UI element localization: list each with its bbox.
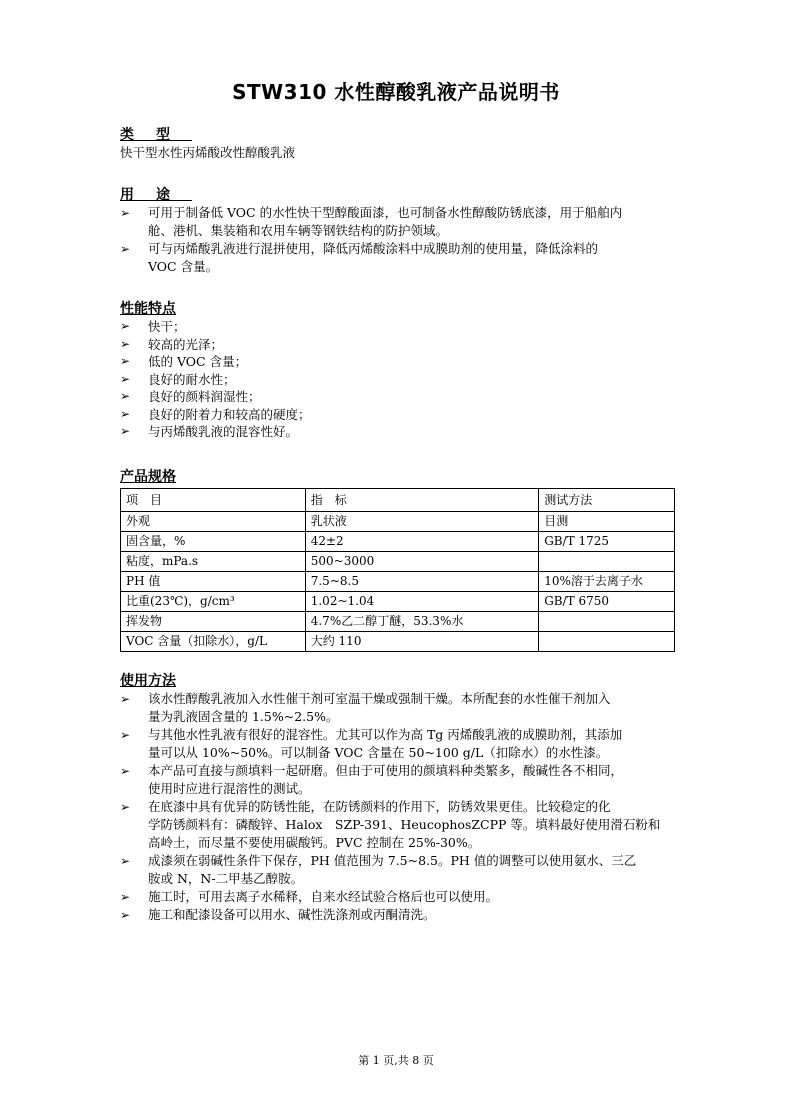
list-item-line: 可与丙烯酸乳液进行混拼使用，降低丙烯酸涂料中成膜助剂的使用量，降低涂料的 [148,241,599,256]
list-item-text: 良好的耐水性； [148,371,236,387]
list-item-line: 学防锈颜料有：磷酸锌、Halox SZP-391、HeucophosZCPP 等。填料最好使用滑石粉和 [148,817,661,832]
list-item [120,906,680,924]
arrow-bullet-icon: ➢ [120,908,131,922]
list-item-line: 高岭土，而尽量不要使用碳酸钙。PVC 控制在 25%-30%。 [148,835,481,850]
table-cell: VOC 含量（扣除水），g/L [121,632,306,652]
arrow-bullet-icon: ➢ [120,728,131,742]
arrow-bullet-icon: ➢ [120,854,131,868]
list-item [120,798,680,852]
arrow-bullet-icon: ➢ [120,764,131,778]
table-header-cell: 项 目 [121,489,306,512]
arrow-bullet-icon: ➢ [120,424,131,438]
arrow-bullet-icon: ➢ [120,336,131,351]
table-cell: 10%溶于去离子水 [539,572,675,592]
table-cell: 1.02~1.04 [305,592,538,612]
table-cell: 外观 [121,512,306,532]
list-item-line: 施工和配漆设备可以用水、碱性洗涤剂或丙酮清洗。 [148,907,436,922]
table-row [121,572,675,592]
spec-table [120,488,675,652]
table-cell: GB/T 6750 [539,592,675,612]
arrow-bullet-icon: ➢ [120,890,131,904]
list-item-line: 成漆须在弱碱性条件下保存，PH 值范围为 7.5~8.5。PH 值的调整可以使用氨水、三乙 [148,853,637,868]
list-item-text: 低的 VOC 含量； [148,354,248,369]
list-item-line: 本产品可直接与颜填料一起研磨。但由于可使用的颜填料种类繁多，酸碱性各不相同， [148,763,624,778]
table-header-row [121,489,675,512]
table-row [121,632,675,652]
table-cell: 比重(23℃)，g/cm³ [121,592,306,612]
list-item-line: 使用时应进行混溶性的测试。 [148,781,311,796]
section-heading-spec: 产品规格 [120,469,176,485]
list-item-text: 良好的附着力和较高的硬度； [148,406,311,422]
table-cell: 42±2 [305,532,538,552]
arrow-bullet-icon: ➢ [120,800,131,814]
section-type [120,126,680,162]
type-text: 快干型水性丙烯酸改性醇酸乳液 [120,145,296,160]
arrow-bullet-icon: ➢ [120,389,131,403]
section-heading-features: 性能特点 [120,301,176,317]
list-item [120,852,680,888]
features-list [120,318,680,441]
list-item-text: 良好的颜料润湿性； [148,389,261,404]
usage-list [120,204,680,276]
page-footer: 第 1 页,共 8 页 [358,1054,434,1067]
list-item-line: 施工时，可用去离子水稀释，自来水经试验合格后也可以使用。 [148,889,499,904]
section-spec [120,468,680,652]
table-cell: PH 值 [121,572,306,592]
list-item [120,204,680,240]
list-item [120,762,680,798]
list-item [120,318,680,336]
arrow-bullet-icon: ➢ [120,692,131,706]
table-cell: 目测 [539,512,675,532]
arrow-bullet-icon: ➢ [120,242,131,256]
list-item-line: 量为乳液固含量的 1.5%~2.5%。 [148,709,339,724]
table-row [121,532,675,552]
table-cell: 4.7%乙二醇丁醚，53.3%水 [305,612,538,632]
section-usage [120,186,680,276]
table-row [121,512,675,532]
list-item [120,240,680,276]
list-item-line: 与其他水性乳液有很好的混容性。尤其可以作为高 Tg 丙烯酸乳液的成膜助剂，其添加 [148,727,623,742]
section-method [120,672,680,924]
list-item [120,336,680,354]
arrow-bullet-icon: ➢ [120,319,131,333]
section-heading-type: 类型 [120,127,192,143]
list-item [120,726,680,762]
list-item [120,388,680,406]
arrow-bullet-icon: ➢ [120,406,131,421]
list-item-line: 在底漆中具有优异的防锈性能，在防锈颜料的作用下，防锈效果更佳。比较稳定的化 [148,799,611,814]
list-item-line: 胺或 N，N-二甲基乙醇胺。 [148,871,304,886]
list-item [120,371,680,389]
table-header-cell: 测试方法 [539,489,675,512]
table-cell: 乳状液 [305,512,538,532]
table-cell [539,612,675,632]
list-item [120,888,680,906]
document-title: STW310 水性醇酸乳液产品说明书 [232,80,560,104]
table-cell: 7.5~8.5 [305,572,538,592]
table-cell: 固含量，% [121,532,306,552]
list-item-line: VOC 含量。 [148,259,219,274]
list-item-text: 较高的光泽； [148,336,224,352]
table-cell: 500~3000 [305,552,538,572]
section-features [120,300,680,441]
table-header-cell: 指 标 [305,489,538,512]
list-item-text: 与丙烯酸乳液的混容性好。 [148,424,299,439]
list-item [120,423,680,441]
table-cell: 粘度，mPa.s [121,552,306,572]
table-row [121,552,675,572]
arrow-bullet-icon: ➢ [120,206,131,220]
table-cell [539,552,675,572]
table-cell: 大约 110 [305,632,538,652]
list-item-line: 该水性醇酸乳液加入水性催干剂可室温干燥或强制干燥。本所配套的水性催干剂加入 [148,691,611,706]
table-row [121,612,675,632]
table-cell: 挥发物 [121,612,306,632]
list-item [120,690,680,726]
list-item-text: 快干； [148,319,186,334]
list-item [120,406,680,424]
arrow-bullet-icon: ➢ [120,354,131,368]
section-heading-usage: 用途 [120,187,192,203]
list-item-line: 可用于制备低 VOC 的水性快干型醇酸面漆，也可制备水性醇酸防锈底漆，用于船舶内 [148,205,623,220]
method-list [120,690,680,924]
arrow-bullet-icon: ➢ [120,371,131,386]
table-cell [539,632,675,652]
list-item-line: 舱、港机、集装箱和农用车辆等钢铁结构的防护领域。 [148,223,449,238]
table-cell: GB/T 1725 [539,532,675,552]
list-item-line: 量可以从 10%~50%。可以制备 VOC 含量在 50~100 g/L（扣除水）的水性漆。 [148,745,609,760]
table-row [121,592,675,612]
section-heading-method: 使用方法 [120,673,176,689]
list-item [120,353,680,371]
